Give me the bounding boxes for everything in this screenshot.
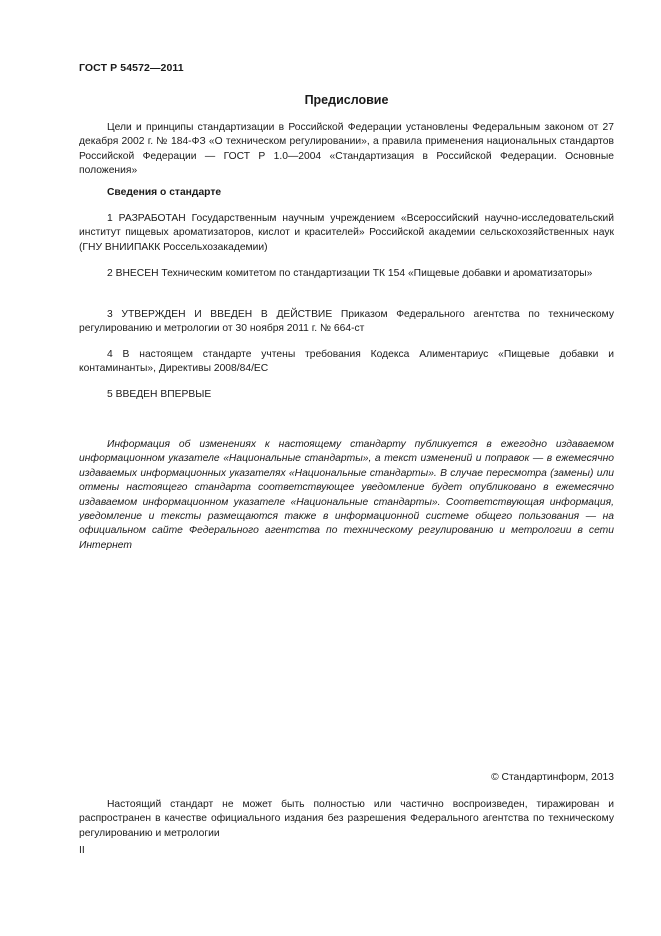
- info-item-5: 5 ВВЕДЕН ВПЕРВЫЕ: [107, 389, 212, 400]
- info-item-1: 1 РАЗРАБОТАН Государственным научным учреждением «Всероссийский научно-исследовательский институт пищевых ароматизаторов, кислот и красителей» Российской академии сельскохозяйственных наук (ГНУ ВНИИПАКК Россельхозакадемии): [79, 213, 614, 253]
- info-item-2: 2 ВНЕСЕН Техническим комитетом по стандартизации ТК 154 «Пищевые добавки и ароматизаторы»: [107, 268, 593, 279]
- amendments-notice: Информация об изменениях к настоящему стандарту публикуется в ежегодно издаваемом информационном указателе «Национальные стандарты», а текст изменений и поправок — в ежемесячно издаваемых информационных указателях «Национальные стандарты». В случае пересмотра (замены) или отмены настоящего стандарта соответствующее уведомление будет опубликовано в ежемесячно издаваемом информационном указателе «Национальные стандарты». Соответствующая информация, уведомление и тексты размещаются также в информационной системе общего пользования — на официальном сайте Федерального агентства по техническому регулированию и метрологии в сети Интернет: [79, 439, 614, 551]
- page-title: Предисловие: [304, 93, 389, 107]
- info-item-3: 3 УТВЕРЖДЕН И ВВЕДЕН В ДЕЙСТВИЕ Приказом Федерального агентства по техническому регулированию и метрологии от 30 ноября 2011 г. № 664-ст: [79, 309, 614, 335]
- reproduction-notice: Настоящий стандарт не может быть полностью или частично воспроизведен, тиражирован и распространен в качестве официального издания без разрешения Федерального агентства по техническому регулированию и метрологии: [79, 799, 614, 839]
- copyright-line: © Стандартинформ, 2013: [491, 772, 614, 783]
- standard-info-heading: Сведения о стандарте: [107, 187, 222, 198]
- info-item-4: 4 В настоящем стандарте учтены требования Кодекса Алиментариус «Пищевые добавки и контаминанты», Директивы 2008/84/ЕС: [79, 349, 614, 375]
- standard-code: ГОСТ Р 54572—2011: [79, 62, 184, 74]
- page-number: II: [79, 845, 85, 856]
- preface-intro: Цели и принципы стандартизации в Российской Федерации установлены Федеральным законом от 27 декабря 2002 г. № 184-ФЗ «О техническом регулировании», а правила применения национальных стандартов Российской Федерации — ГОСТ Р 1.0—2004 «Стандартизация в Российской Федерации. Основные положения»: [79, 122, 614, 177]
